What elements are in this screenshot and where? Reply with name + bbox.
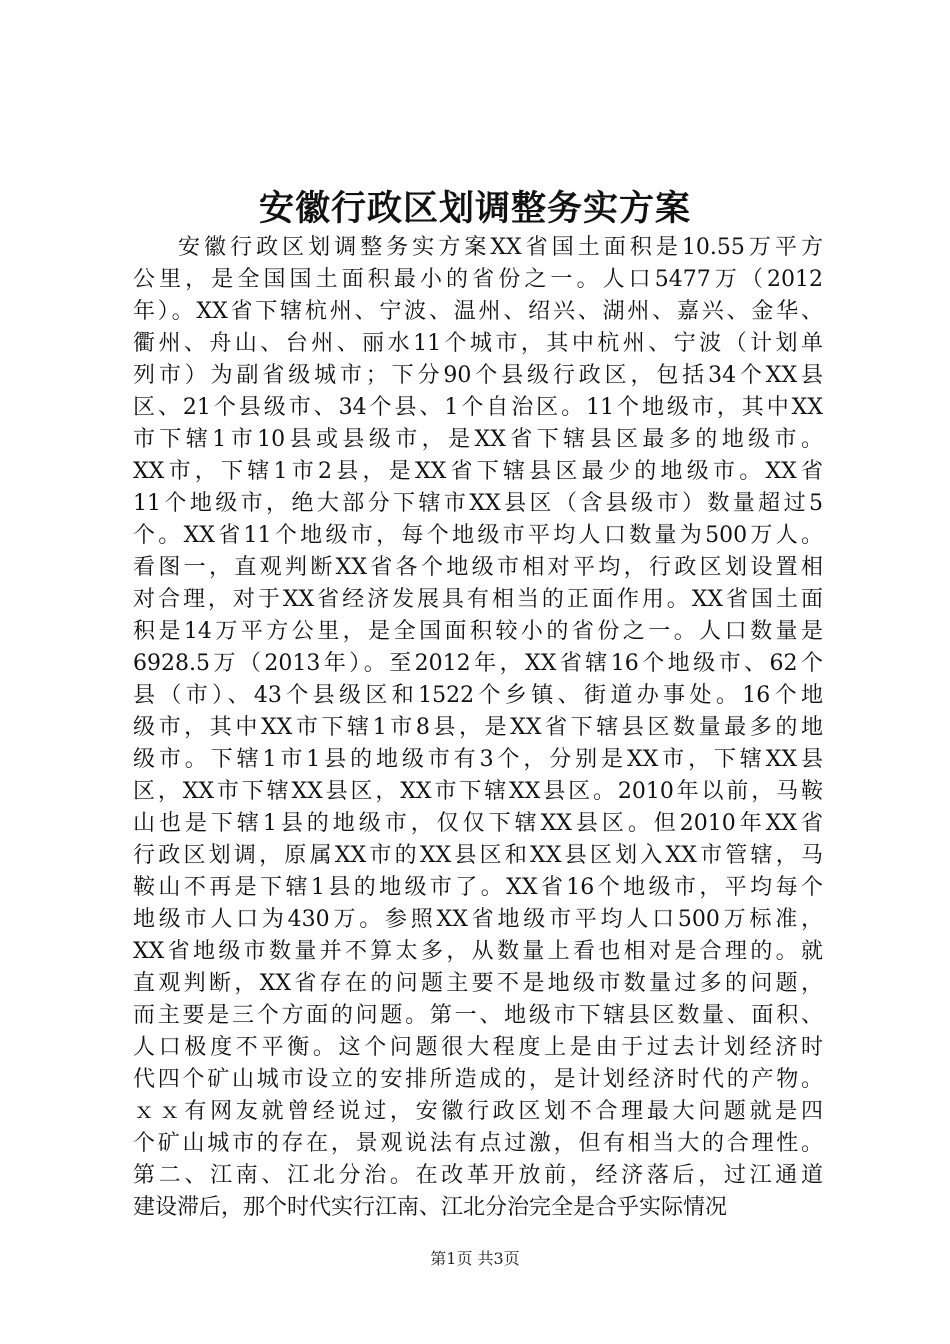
- body-line: 积是14万平方公里，是全国面积较小的省份之一。人口数量是: [133, 619, 823, 644]
- body-line: ｘｘ有网友就曾经说过，安徽行政区划不合理最大问题就是四: [133, 1099, 823, 1124]
- body-line: 地级市人口为430万。参照XX省地级市平均人口500万标准，: [133, 907, 823, 932]
- body-line: 个矿山城市的存在，景观说法有点过激，但有相当大的合理性。: [133, 1131, 823, 1156]
- body-line: 山也是下辖1县的地级市，仅仅下辖XX县区。但2010年XX省: [133, 811, 823, 836]
- body-line: 人口极度不平衡。这个问题很大程度上是由于过去计划经济时: [133, 1035, 823, 1060]
- body-line: 行政区划调，原属XX市的XX县区和XX县区划入XX市管辖，马: [133, 843, 823, 868]
- body-line: XX省地级市数量并不算太多，从数量上看也相对是合理的。就: [133, 939, 823, 964]
- body-line: 年）。XX省下辖杭州、宁波、温州、绍兴、湖州、嘉兴、金华、: [133, 299, 823, 324]
- body-line: 建设滞后，那个时代实行江南、江北分治完全是合乎实际情况: [133, 1195, 728, 1220]
- body-line: 列市）为副省级城市；下分90个县级行政区，包括34个XX县: [133, 363, 823, 388]
- body-line: 市下辖1市10县或县级市，是XX省下辖县区最多的地级市。: [133, 427, 823, 452]
- body-line: 公里，是全国国土面积最小的省份之一。人口5477万（2012: [133, 267, 823, 292]
- body-line: 对合理，对于XX省经济发展具有相当的正面作用。XX省国土面: [133, 587, 823, 612]
- body-line: 鞍山不再是下辖1县的地级市了。XX省16个地级市，平均每个: [133, 875, 823, 900]
- body-line: 6928.5万（2013年）。至2012年，XX省辖16个地级市、62个: [133, 651, 823, 676]
- page-footer: 第1页 共3页: [430, 1249, 520, 1268]
- body-line: 而主要是三个方面的问题。第一、地级市下辖县区数量、面积、: [133, 1003, 823, 1028]
- body-line: 看图一，直观判断XX省各个地级市相对平均，行政区划设置相: [133, 555, 823, 580]
- body-line: XX市，下辖1市2县，是XX省下辖县区最少的地级市。XX省: [133, 459, 823, 484]
- body-line: 个。XX省11个地级市，每个地级市平均人口数量为500万人。: [133, 523, 823, 548]
- body-line: 衢州、舟山、台州、丽水11个城市，其中杭州、宁波（计划单: [133, 331, 823, 356]
- document-body: [133, 232, 823, 1224]
- body-line: 直观判断，XX省存在的问题主要不是地级市数量过多的问题，: [133, 971, 823, 996]
- body-line: 级市，其中XX市下辖1市8县，是XX省下辖县区数量最多的地: [133, 715, 823, 740]
- body-line: 第二、江南、江北分治。在改革开放前，经济落后，过江通道: [133, 1163, 823, 1188]
- body-line: 区，XX市下辖XX县区，XX市下辖XX县区。2010年以前，马鞍: [133, 779, 823, 804]
- body-line: 级市。下辖1市1县的地级市有3个，分别是XX市，下辖XX县: [133, 747, 823, 772]
- body-line: 县（市）、43个县级区和1522个乡镇、街道办事处。16个地: [133, 683, 823, 708]
- body-line: 安徽行政区划调整务实方案XX省国土面积是10.55万平方: [178, 235, 823, 260]
- body-line: 11个地级市，绝大部分下辖市XX县区（含县级市）数量超过5: [133, 491, 823, 516]
- body-line: 代四个矿山城市设立的安排所造成的，是计划经济时代的产物。: [133, 1067, 823, 1092]
- document-title: 安徽行政区划调整务实方案: [258, 188, 691, 229]
- body-line: 区、21个县级市、34个县、1个自治区。11个地级市，其中XX: [133, 395, 823, 420]
